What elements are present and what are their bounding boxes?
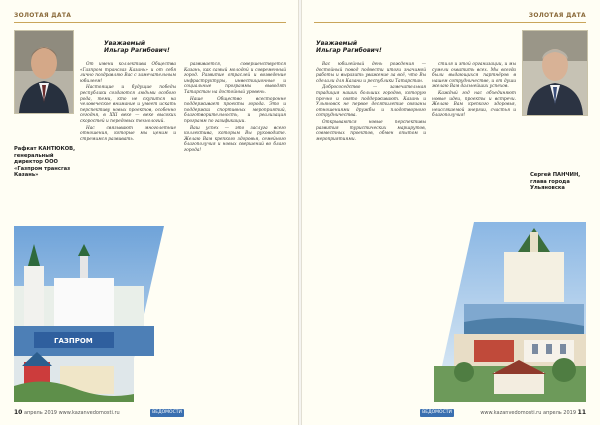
right-col2-para2: Каждый год нас объединяют новые идеи, проекты и встречи. Желаю Вам крепкого здоровья, неиссякаемой энергии, счастья и благополучия! (432, 90, 516, 119)
left-footer-logo: ВЕДОМОСТИ (150, 409, 184, 417)
left-footer-logo-wrap (150, 409, 184, 419)
right-col2-para1: стиля и этой организации, и мы сумели охватить всех. Мы всегда были выдающихся партнёров в нашем сотрудничестве, и от души желаю Вам дальнейших успехов. (432, 62, 516, 90)
left-body-col2 (184, 62, 286, 382)
left-section-title: ЗОЛОТАЯ ДАТА (14, 12, 72, 19)
right-body-col2 (432, 62, 516, 242)
right-header-rule (314, 22, 586, 23)
spread-gutter (298, 0, 302, 425)
left-page-number: 10 (14, 409, 23, 416)
right-page (300, 0, 600, 425)
left-col2-para2: Наше Общество всесторонне поддерживает проекты города. Это и поддержка спортивных мероприятий, благотворительность, и реализация программ по газификации. (184, 96, 286, 124)
left-col2-para1: развивается, совершенствуется Казань, как самый молодой и современный город. Развитие отраслей и возведение инфраструктуры, инвестиционные и социальные программы выводят Татарстан на достойный уровень. (184, 62, 286, 95)
left-footer (14, 409, 120, 419)
right-author-line2: Ильгар Рагибович! (316, 47, 382, 54)
left-footer-text: апрель 2019 www.kazanvedomosti.ru (23, 410, 120, 416)
left-col1-para2: Настоящие и будущие победы республики создаются людьми особого рода, теми, кто не скупится на человеческое внимание и умеет искать перспективу новых проектов, особенно сегодня, в XXI веке — веке высоких скоростей и передовых технологий. (80, 85, 176, 124)
right-col1-para2: Добрососедство — замечательная традиция наших больших городов, которую прочно и свято поддерживают. Казань и Ульяновск не первое десятилетие связаны отношениями дружбы и плодотворного сотрудничества. (316, 85, 426, 119)
left-col1-para3: Нас связывают многолетние отношения, которые мы ценим и стремимся развивать. (80, 125, 176, 142)
svg-text:ГАЗПРОМ: ГАЗПРОМ (54, 337, 93, 345)
right-portrait-photo (522, 30, 588, 116)
right-author-line1: Уважаемый (316, 40, 358, 47)
left-col1-para1: От имени коллектива Общества «Газпром трансгаз Казань» и от себя лично поздравляю Вас с замечательным юбилеем! (80, 62, 176, 84)
left-col2-para3: Ваш успех — это заслуга всего коллектива, которым Вы руководите. Желаю Вам крепкого здоровья, семейного благополучия и новых свершений во благо города! (184, 125, 286, 153)
right-col1-para3: Открываются новые перспективы развития туристических маршрутов, совместных проектов, обмен опытом и мероприятиями. (316, 119, 426, 142)
right-footer-logo-wrap (420, 409, 454, 419)
left-city-collage (14, 226, 164, 402)
left-author-line1: Уважаемый (104, 40, 146, 47)
left-portrait-caption: Рафкат КАНТЮКОВ, генеральный директор ООО «Газпром трансгаз Казань» (14, 146, 76, 178)
right-col1-para1: Вас юбилейный день рождения — достойный повод подвести итоги значимой работы и выразить уважение за всё, что Вы сделали для Казани и республики Татарстан. (316, 62, 426, 84)
right-page-number: 11 (577, 409, 586, 416)
left-author-line2: Ильгар Рагибович! (104, 47, 170, 54)
right-section-title: ЗОЛОТАЯ ДАТА (528, 12, 586, 19)
left-header-rule (14, 22, 286, 23)
left-portrait-photo (14, 30, 74, 114)
right-city-collage (434, 222, 586, 402)
right-footer-logo: ВЕДОМОСТИ (420, 409, 454, 417)
right-portrait-caption: Сергей ПАНЧИН, глава города Ульяновска (530, 172, 581, 191)
right-body-col1 (316, 62, 426, 362)
right-footer-text: www.kazanvedomosti.ru апрель 2019 (480, 410, 577, 416)
right-footer (480, 409, 586, 419)
